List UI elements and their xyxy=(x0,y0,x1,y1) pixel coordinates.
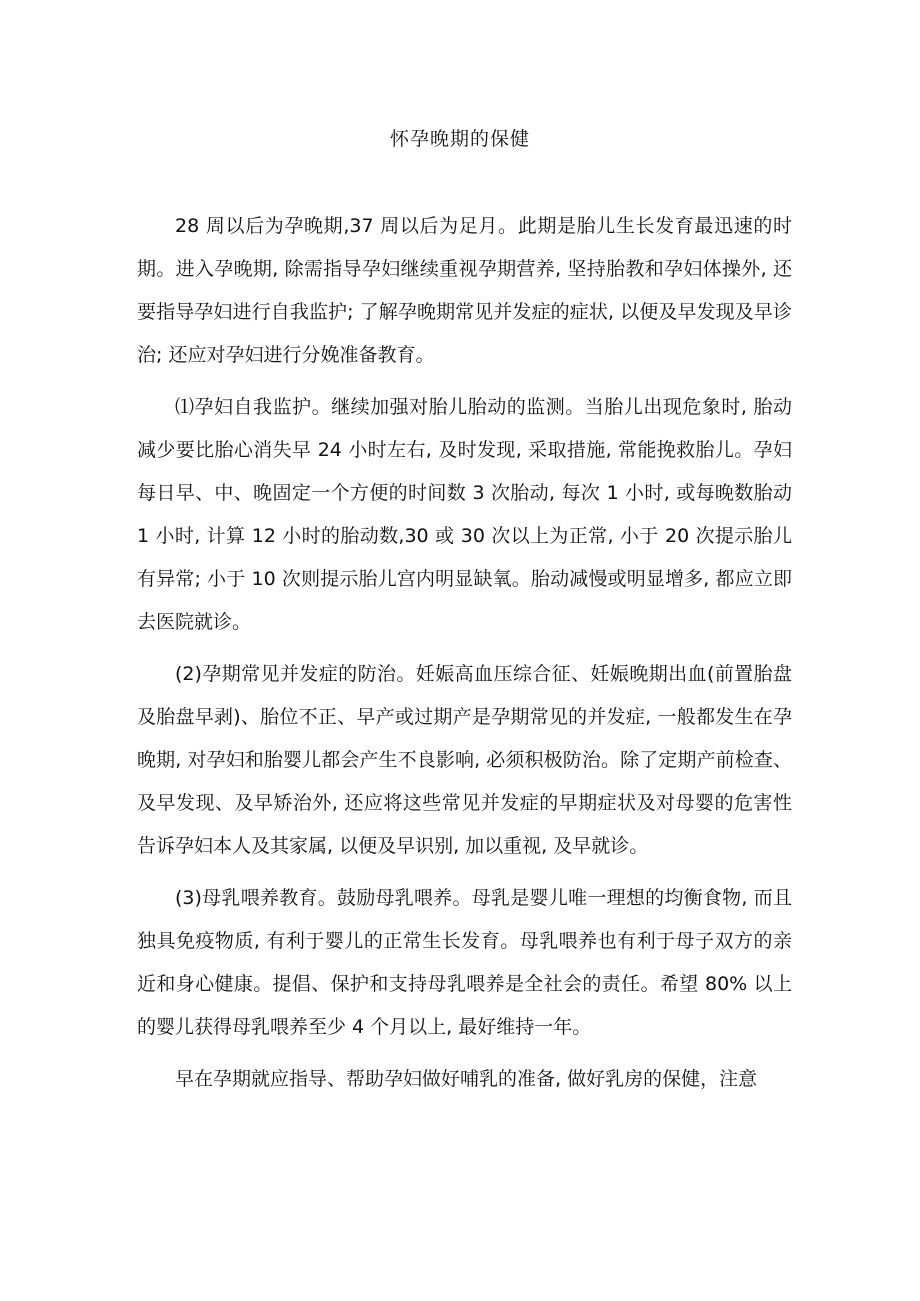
document-body xyxy=(137,205,792,1110)
paragraph-intro: 28 周以后为孕晚期,37 周以后为足月。此期是胎儿生长发育最迅速的时期。进入孕晚期, 除需指导孕妇继续重视孕期营养, 坚持胎教和孕妇体操外, 还要指导孕妇进行自我监护; 了解孕晚期常见并发症的症状, 以便及早发现及早诊治; 还应对孕妇进行分娩准备教育。 xyxy=(137,215,792,366)
paragraph-complications: (2)孕期常见并发症的防治。妊娠高血压综合征、妊娠晚期出血(前置胎盘及胎盘早剥)、胎位不正、早产或过期产是孕期常见的并发症, 一般都发生在孕晚期, 对孕妇和胎婴儿都会产生不良影响, 必须积极防治。除了定期产前检查、及早发现、及早矫治外, 还应将这些常见并发症的早期症状及对母婴的危害性告诉孕妇本人及其家属, 以便及早识别, 加以重视, 及早就诊。 xyxy=(137,663,792,857)
paragraph-self-monitoring: ⑴孕妇自我监护。继续加强对胎儿胎动的监测。当胎儿出现危象时, 胎动减少要比胎心消失早 24 小时左右, 及时发现, 采取措施, 常能挽救胎儿。孕妇每日早、中、晚固定一个方便的时间数 3 次胎动, 每次 1 小时, 或每晚数胎动 1 小时, 计算 12 小时的胎动数,30 或 30 次以上为正常, 小于 20 次提示胎儿有异常; 小于 10 次则提示胎儿宫内明显缺氧。胎动减慢或明显增多, 都应立即去医院就诊。 xyxy=(137,396,792,633)
document-title: 怀孕晚期的保健 xyxy=(389,128,530,150)
paragraph-breastfeeding: (3)母乳喂养教育。鼓励母乳喂养。母乳是婴儿唯一理想的均衡食物, 而且独具免疫物质, 有利于婴儿的正常生长发育。母乳喂养也有利于母子双方的亲近和身心健康。提倡、保护和支持母乳喂养是全社会的责任。希望 80% 以上的婴儿获得母乳喂养至少 4 个月以上, 最好维持一年。 xyxy=(137,887,792,1038)
paragraph-preparation: 早在孕期就应指导、帮助孕妇做好哺乳的准备, 做好乳房的保健，注意 xyxy=(175,1068,758,1090)
